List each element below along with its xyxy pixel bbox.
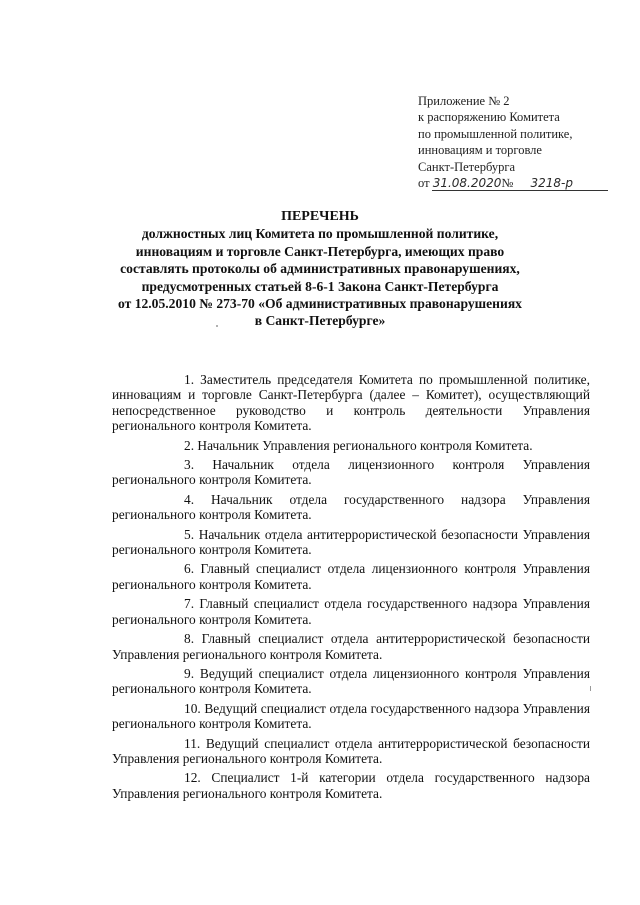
title-line-5: от 12.05.2010 № 273-70 «Об административных правонарушениях — [118, 296, 522, 312]
list-item-text: Главный специалист отдела государственного надзора Управления регионального контроля Комитета. — [112, 596, 590, 627]
handwritten-date: 31.08.2020 — [432, 176, 502, 191]
appendix-committee-line: по промышленной политике, — [418, 126, 573, 141]
list-item-text: Заместитель председателя Комитета по промышленной политике, инновациям и торговле Санкт-Петербурга (далее – Комитет), осуществляющий непосредственное руководство и контроль деятельности Управления регионального контроля Комитета. — [112, 372, 590, 434]
appendix-order-ref: к распоряжению Комитета — [418, 110, 560, 125]
list-item-text: Главный специалист отдела антитеррористической безопасности Управления регионального контроля Комитета. — [112, 631, 590, 662]
appendix-number: Приложение № 2 — [418, 94, 510, 108]
title-heading: ПЕРЕЧЕНЬ — [281, 209, 359, 224]
list-item-number: 7. — [184, 596, 195, 612]
list-item-number: 11. — [184, 735, 201, 751]
list-item-number: 9. — [184, 665, 195, 681]
handwritten-number: 3218-р — [530, 176, 573, 191]
order-date-number-line — [418, 175, 618, 191]
title-line-4: предусмотренных статьей 8-6-1 Закона Санкт-Петербурга — [141, 278, 499, 294]
underline — [432, 190, 608, 191]
list-item-text: Начальник Управления регионального контроля Комитета. — [197, 437, 533, 453]
number-label: № — [501, 176, 514, 191]
list-item — [112, 666, 590, 697]
list-item — [112, 492, 590, 523]
title-line-3: составлять протоколы об административных правонарушениях, — [120, 261, 520, 277]
list-item — [112, 596, 590, 627]
list-item — [112, 372, 590, 434]
list-item-number: 1. — [184, 372, 195, 387]
list-item — [112, 701, 590, 732]
positions-list — [112, 372, 590, 805]
list-item-number: 10. — [184, 700, 201, 716]
list-item-number: 8. — [184, 631, 195, 647]
appendix-committee-line-2: инновациям и торговле — [418, 143, 542, 158]
list-item-text: Главный специалист отдела лицензионного контроля Управления регионального контроля Комитета. — [112, 561, 590, 592]
list-item-number: 12. — [184, 770, 201, 786]
list-item-number: 2. — [184, 437, 195, 453]
list-item — [112, 561, 590, 592]
list-item-text: Ведущий специалист отдела государственного надзора Управления регионального контроля Комитета. — [112, 700, 590, 732]
list-item — [112, 527, 590, 558]
list-item-text: Ведущий специалист отдела антитеррористической безопасности Управления регионального контроля Комитета. — [112, 735, 590, 766]
list-item — [112, 631, 590, 662]
scan-speck — [216, 325, 218, 327]
title-line-2: инновациям и торговле Санкт-Петербурга, имеющих право — [135, 243, 505, 259]
scan-mark — [590, 686, 591, 691]
list-item — [112, 438, 590, 453]
list-item-number: 6. — [184, 561, 195, 577]
from-label: от — [418, 176, 430, 191]
title-line-6: в Санкт-Петербурге» — [254, 313, 386, 329]
list-item-number: 5. — [184, 526, 195, 542]
list-item-number: 4. — [184, 491, 195, 507]
list-item — [112, 457, 590, 488]
list-item — [112, 770, 590, 801]
appendix-header — [418, 93, 618, 191]
appendix-city: Санкт-Петербурга — [418, 159, 516, 174]
list-item-text: Начальник отдела антитеррористической безопасности Управления регионального контроля Комитета. — [112, 526, 590, 558]
list-item-text: Ведущий специалист отдела лицензионного контроля Управления регионального контроля Комитета. — [112, 665, 590, 697]
title-line-1: должностных лиц Комитета по промышленной политике, — [141, 226, 499, 242]
list-item-text: Начальник отдела государственного надзора Управления регионального контроля Комитета. — [112, 491, 590, 523]
document-title — [110, 208, 530, 330]
list-item-text: Начальник отдела лицензионного контроля Управления регионального контроля Комитета. — [112, 457, 590, 488]
list-item-text: Специалист 1-й категории отдела государственного надзора Управления регионального контроля Комитета. — [112, 770, 590, 801]
list-item — [112, 736, 590, 767]
list-item-number: 3. — [184, 457, 195, 473]
